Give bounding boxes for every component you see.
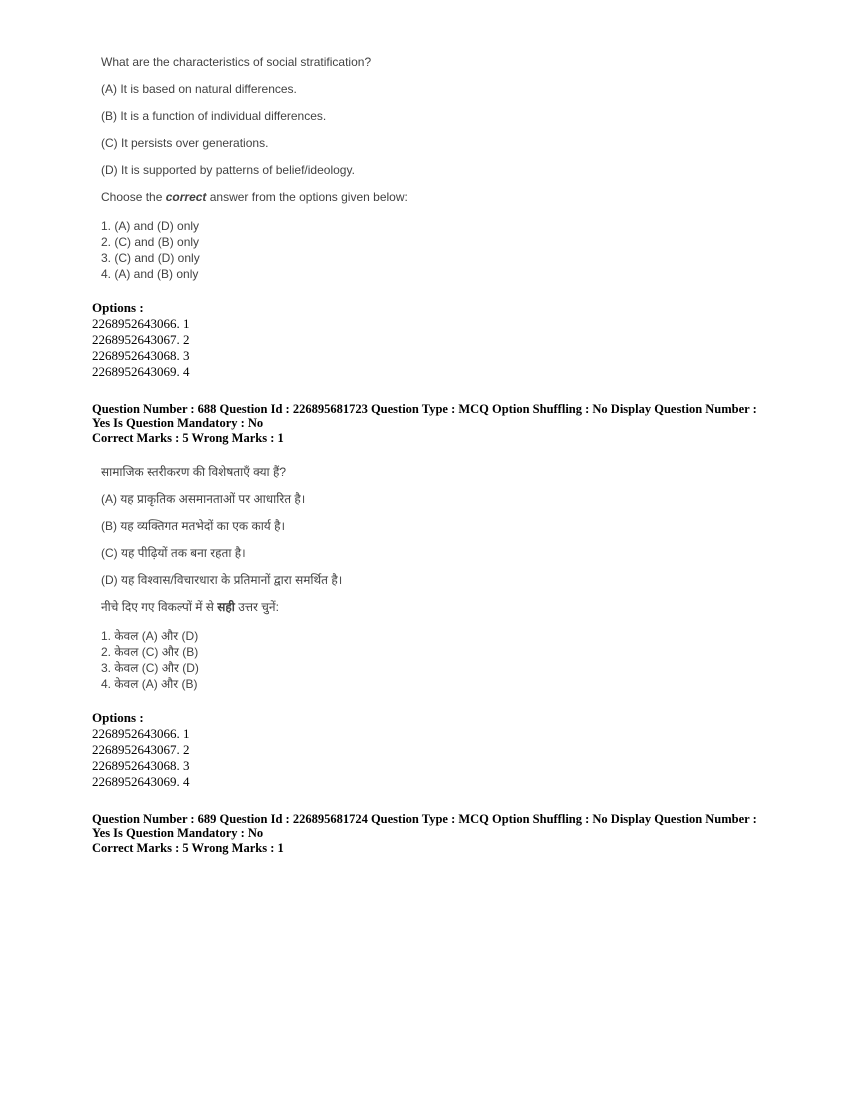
question-text: सामाजिक स्तरीकरण की विशेषताएँ क्या हैं? [101, 465, 287, 479]
option-id-4: 2268952643069. 4 [92, 774, 190, 789]
option-id-2: 2268952643067. 2 [92, 332, 190, 347]
choose-prefix: Choose the [101, 190, 166, 204]
choice-4: 4. (A) and (B) only [101, 267, 199, 281]
choose-suffix: answer from the options given below: [206, 190, 408, 204]
options-id-block [92, 710, 810, 790]
option-id-3: 2268952643068. 3 [92, 348, 190, 363]
options-heading: Options : [92, 300, 144, 315]
option-id-1: 2268952643066. 1 [92, 726, 190, 741]
statement-c: (C) It persists over generations. [101, 136, 269, 150]
statement-d: (D) यह विश्वास/विचारधारा के प्रतिमानों द्वारा समर्थित है। [101, 573, 343, 587]
statement-d: (D) It is supported by patterns of belief/ideology. [101, 163, 355, 177]
option-id-4: 2268952643069. 4 [92, 364, 190, 379]
meta-line-2: Correct Marks : 5 Wrong Marks : 1 [92, 431, 284, 445]
options-heading: Options : [92, 710, 144, 725]
choose-emphasis: सही [217, 600, 235, 614]
option-id-3: 2268952643068. 3 [92, 758, 190, 773]
statement-a: (A) यह प्राकृतिक असमानताओं पर आधारित है। [101, 492, 306, 506]
statement-b: (B) यह व्यक्तिगत मतभेदों का एक कार्य है। [101, 519, 286, 533]
meta-line-2: Correct Marks : 5 Wrong Marks : 1 [92, 841, 284, 855]
question-text: What are the characteristics of social stratification? [101, 55, 372, 69]
choice-2: 2. केवल (C) और (B) [101, 645, 199, 659]
statement-a: (A) It is based on natural differences. [101, 82, 297, 96]
question-block-english [92, 56, 810, 445]
meta-line-1: Question Number : 689 Question Id : 226895681724 Question Type : MCQ Option Shuffling : No Display Question Number : Yes Is Question Mandatory : No [92, 812, 757, 840]
choose-suffix: उत्तर चुनें: [234, 600, 279, 614]
choice-3: 3. केवल (C) और (D) [101, 661, 199, 675]
question-metadata [92, 402, 757, 445]
question-metadata [92, 812, 757, 855]
option-id-2: 2268952643067. 2 [92, 742, 190, 757]
choose-instruction [101, 601, 810, 614]
statement-c: (C) यह पीढ़ियों तक बना रहता है। [101, 546, 246, 560]
meta-line-1: Question Number : 688 Question Id : 226895681723 Question Type : MCQ Option Shuffling : No Display Question Number : Yes Is Question Mandatory : No [92, 402, 757, 430]
choices-list [101, 628, 810, 692]
options-id-block [92, 300, 810, 380]
choice-3: 3. (C) and (D) only [101, 251, 200, 265]
choose-instruction [101, 191, 810, 204]
question-body-hindi [101, 466, 810, 692]
choice-1: 1. केवल (A) और (D) [101, 629, 199, 643]
choices-list [101, 218, 810, 282]
choose-prefix: नीचे दिए गए विकल्पों में से [101, 600, 218, 614]
statement-b: (B) It is a function of individual differences. [101, 109, 327, 123]
question-body-english [101, 56, 810, 282]
choice-2: 2. (C) and (B) only [101, 235, 200, 249]
choose-emphasis: correct [165, 190, 207, 204]
choice-1: 1. (A) and (D) only [101, 219, 200, 233]
option-id-1: 2268952643066. 1 [92, 316, 190, 331]
choice-4: 4. केवल (A) और (B) [101, 677, 198, 691]
question-block-hindi [92, 466, 810, 855]
